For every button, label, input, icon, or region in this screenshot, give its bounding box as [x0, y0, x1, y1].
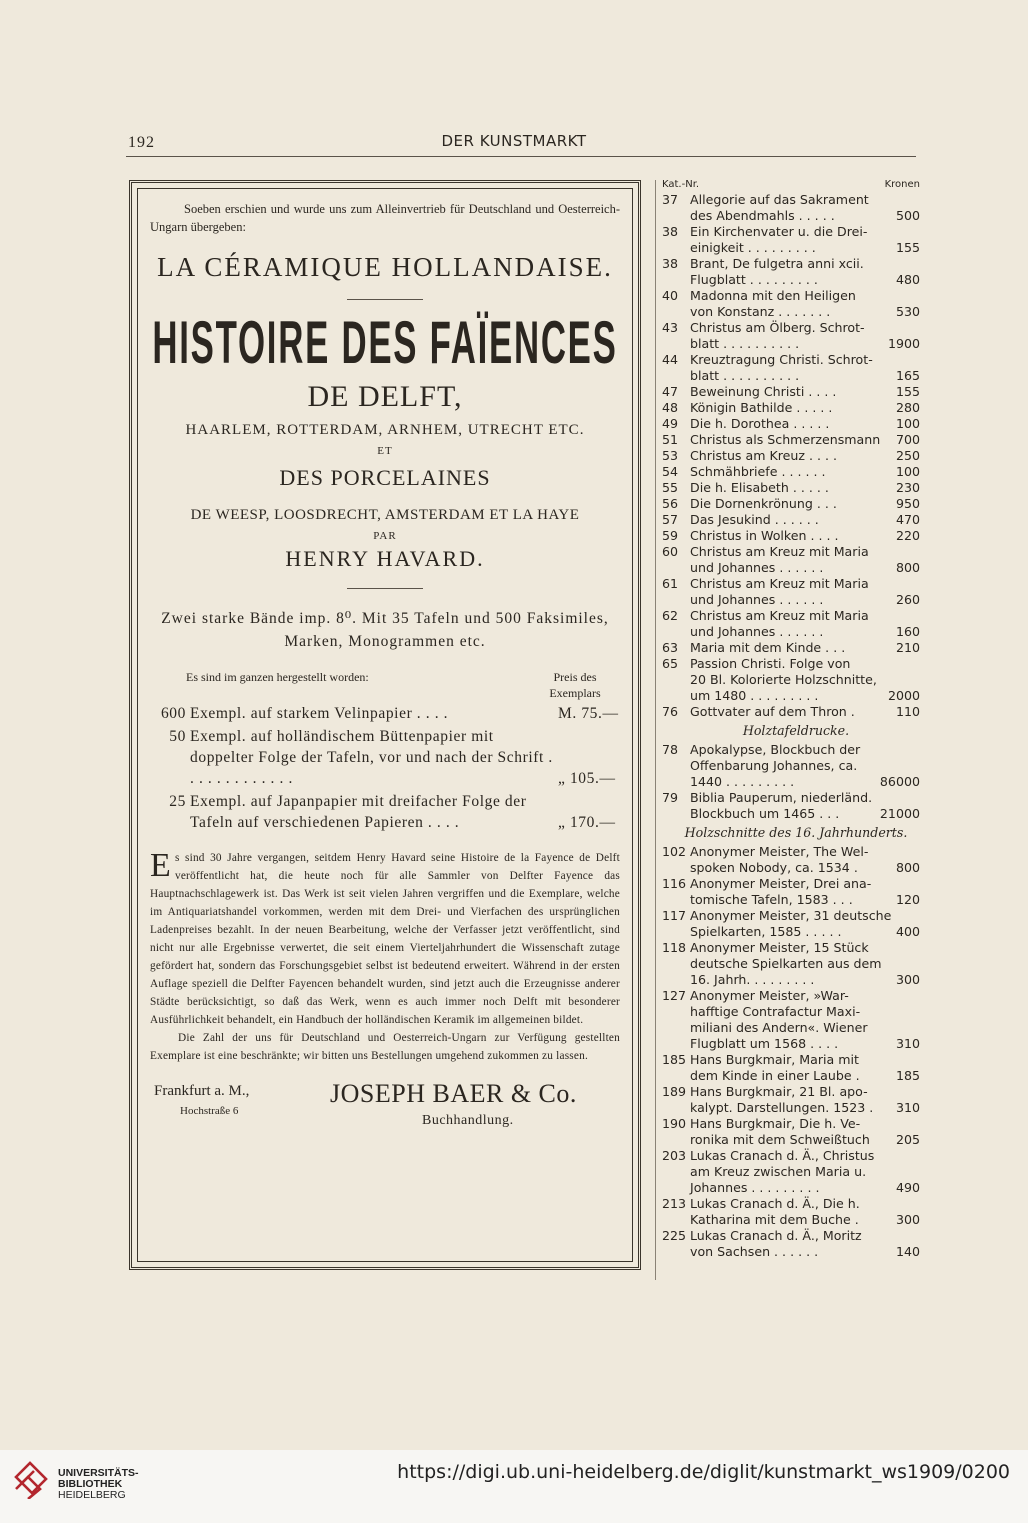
catalog-last-line — [690, 416, 920, 432]
catalog-last-line — [690, 1036, 920, 1052]
catalog-entry — [662, 352, 920, 384]
catalog-entry — [662, 656, 920, 704]
drop-cap: E — [150, 847, 171, 884]
edition-price: „ 170.— — [558, 814, 616, 831]
catalog-number: 54 — [662, 464, 679, 479]
catalog-entry — [662, 908, 920, 940]
catalog-price: 165 — [895, 368, 920, 383]
catalog-line: Anonymer Meister, 15 Stück — [690, 940, 869, 955]
library-line-2: BIBLIOTHEK — [58, 1478, 123, 1490]
catalog-price: 500 — [895, 208, 920, 223]
catalog-line: Hans Burgkmair, Maria mit — [690, 1052, 859, 1067]
catalog-entry — [662, 608, 920, 640]
catalog-number: 117 — [662, 908, 687, 923]
catalog-description — [690, 352, 920, 384]
ad-body-text: s sind 30 Jahre vergangen, seitdem Henry Havard seine Histoire de la Fayence de Delft veröffentlicht hat, die heute noch für alle Sammler von Delfter Fayence das Hauptnachschlagewerk ist. Das Werk ist seit vielen Jahren vergriffen und die Exemplare, welche im Antiquariatshandel vorkommen, werden mit dem Drei- und Vierfachen des ursprünglichen Ladenpreises bezahlt. In der neuen Bearbeitung, welche der Verfasser jetzt veröffentlicht, sind nicht nur alle Ergebnisse verwertet, die seit einem Vierteljahrhundert die Wissenschaft zutage gefördert hat, sondern das Forschungsgebiet selbst ist bedeutend erweitert. Während in der ersten Auflage speziell die Delfter Fayencen behandelt wurden, sind jetzt auch die Erzeugnisse anderer Städte berücksichtigt, so daß das Werk, wenn es auch immer noch Delft mit besonderer Ausführlichkeit behandelt, ein Handbuch der holländischen Keramik im allgemeinen bildet. — [150, 852, 620, 1026]
catalog-entry — [662, 544, 920, 576]
edition-description: Exempl. auf Japanpapier mit dreifacher Folge der Tafeln auf verschiedenen Papieren . . . . — [190, 793, 527, 831]
catalog-last-line — [690, 592, 920, 608]
catalog-line: 1440 . . . . . . . . . — [690, 774, 795, 789]
catalog-price: 160 — [895, 624, 920, 639]
catalog-last-line — [690, 640, 920, 656]
catalog-last-line — [690, 368, 920, 384]
catalog-price: 100 — [895, 416, 920, 431]
catalog-number: 213 — [662, 1196, 687, 1211]
catalog-description — [690, 608, 920, 640]
ad-title-delft: DE DELFT, — [307, 380, 463, 413]
catalog-price: 210 — [895, 640, 920, 655]
catalog-line: 16. Jahrh. . . . . . . . . — [690, 972, 815, 987]
catalog-description — [690, 1116, 920, 1148]
catalog-line: hafftige Contrafactur Maxi- — [690, 1004, 861, 1019]
catalog-number: 38 — [662, 256, 679, 271]
catalog-line: Flugblatt um 1568 . . . . — [690, 1036, 839, 1051]
catalog-line: Die Dornenkrönung . . . — [690, 496, 837, 511]
catalog-column — [662, 179, 920, 1260]
catalog-line: Hans Burgkmair, 21 Bl. apo- — [690, 1084, 868, 1099]
catalog-description — [690, 320, 920, 352]
edition-row — [150, 703, 620, 724]
catalog-line: Lukas Cranach d. Ä., Die h. — [690, 1196, 860, 1211]
catalog-last-line — [690, 560, 920, 576]
catalog-entry — [662, 528, 920, 544]
edition-row — [150, 791, 620, 833]
catalog-description — [690, 742, 920, 790]
catalog-last-line — [690, 774, 920, 790]
catalog-description — [690, 432, 920, 448]
catalog-entry — [662, 224, 920, 256]
catalog-price: 220 — [895, 528, 920, 543]
catalog-description — [690, 448, 920, 464]
catalog-description — [690, 940, 920, 988]
catalog-last-line — [690, 528, 920, 544]
catalog-line: Lukas Cranach d. Ä., Christus — [690, 1148, 875, 1163]
catalog-line: Christus am Kreuz mit Maria — [690, 544, 869, 559]
catalog-number: 65 — [662, 656, 679, 671]
catalog-line: Die h. Elisabeth . . . . . — [690, 480, 829, 495]
catalog-last-line — [690, 1068, 920, 1084]
catalog-list — [662, 844, 920, 1260]
catalog-last-line — [690, 688, 920, 704]
catalog-number: 189 — [662, 1084, 687, 1099]
catalog-description — [690, 496, 920, 512]
catalog-line: Ein Kirchenvater u. die Drei- — [690, 224, 868, 239]
catalog-number: 44 — [662, 352, 679, 367]
produced-label: Es sind im ganzen hergestellt worden: — [186, 670, 369, 684]
catalog-line: Blockbuch um 1465 . . . — [690, 806, 840, 821]
catalog-description — [690, 416, 920, 432]
catalog-last-line — [690, 806, 920, 822]
catalog-number: 55 — [662, 480, 679, 495]
catalog-last-line — [690, 704, 920, 720]
catalog-price: 260 — [895, 592, 920, 607]
catalog-number-label: Kat.-Nr. — [662, 179, 700, 190]
edition-count: 600 — [160, 705, 186, 722]
catalog-number: 60 — [662, 544, 679, 559]
catalog-price: 86000 — [879, 774, 920, 789]
catalog-number: 79 — [662, 790, 679, 805]
catalog-description — [690, 1084, 920, 1116]
divider — [347, 299, 423, 300]
catalog-last-line — [690, 208, 920, 224]
edition-price: M. 75.— — [558, 705, 619, 722]
catalog-number: 203 — [662, 1148, 687, 1163]
catalog-description — [690, 640, 920, 656]
catalog-description — [690, 480, 920, 496]
ad-firm-type: Buchhandlung. — [422, 1113, 514, 1128]
catalog-line: Flugblatt . . . . . . . . . — [690, 272, 818, 287]
catalog-number: 61 — [662, 576, 679, 591]
catalog-description — [690, 908, 920, 940]
catalog-price: 250 — [895, 448, 920, 463]
catalog-line: Anonymer Meister, The Wel- — [690, 844, 869, 859]
catalog-last-line — [690, 496, 920, 512]
catalog-number: 59 — [662, 528, 679, 543]
catalog-price: 100 — [895, 464, 920, 479]
catalog-line: Die h. Dorothea . . . . . — [690, 416, 830, 431]
catalog-entry — [662, 742, 920, 790]
ad-body-2: Die Zahl der uns für Deutschland und Oesterreich-Ungarn zur Verfügung gestellten Exemplare ist eine beschränkte; wir bitten uns Bestellungen umgehend zukommen zu lassen. — [150, 1032, 620, 1062]
catalog-price: 310 — [895, 1100, 920, 1115]
catalog-last-line — [690, 304, 920, 320]
catalog-entry — [662, 1084, 920, 1116]
catalog-number: 127 — [662, 988, 687, 1003]
catalog-description — [690, 790, 920, 822]
catalog-entry — [662, 320, 920, 352]
catalog-number: 62 — [662, 608, 679, 623]
catalog-last-line — [690, 400, 920, 416]
catalog-price: 400 — [895, 924, 920, 939]
catalog-last-line — [690, 1212, 920, 1228]
catalog-price: 800 — [895, 560, 920, 575]
ad-title-histoire: HISTOIRE DES FAÏENCES — [152, 309, 618, 376]
catalog-entry — [662, 464, 920, 480]
catalog-number: 37 — [662, 192, 679, 207]
catalog-description — [690, 844, 920, 876]
catalog-line: Anonymer Meister, Drei ana- — [690, 876, 872, 891]
catalog-description — [690, 400, 920, 416]
permalink-url[interactable]: https://digi.ub.uni-heidelberg.de/diglit/kunstmarkt_ws1909/0200 — [397, 1461, 1010, 1483]
catalog-line: spoken Nobody, ca. 1534 . — [690, 860, 858, 875]
edition-list — [150, 703, 620, 833]
catalog-line: Kreuztragung Christi. Schrot- — [690, 352, 873, 367]
catalog-line: am Kreuz zwischen Maria u. — [690, 1164, 867, 1179]
catalog-price: 700 — [895, 432, 920, 447]
catalog-description — [690, 876, 920, 908]
catalog-line: Christus am Kreuz . . . . — [690, 448, 838, 463]
catalog-line: blatt . . . . . . . . . . — [690, 368, 800, 383]
catalog-description — [690, 464, 920, 480]
catalog-last-line — [690, 464, 920, 480]
catalog-entry — [662, 512, 920, 528]
catalog-line: Biblia Pauperum, niederländ. — [690, 790, 873, 805]
divider — [347, 588, 423, 589]
ad-title-porcelaines: DES PORCELAINES — [279, 465, 491, 490]
catalog-description — [690, 704, 920, 720]
catalog-last-line — [690, 1100, 920, 1116]
catalog-entry — [662, 1052, 920, 1084]
ad-street: Hochstraße 6 — [180, 1105, 239, 1117]
catalog-price: 1900 — [887, 336, 920, 351]
catalog-number: 118 — [662, 940, 687, 955]
catalog-number: 116 — [662, 876, 687, 891]
catalog-price: 120 — [895, 892, 920, 907]
catalog-line: Madonna mit den Heiligen — [690, 288, 856, 303]
catalog-description — [690, 288, 920, 320]
catalog-price: 300 — [895, 972, 920, 987]
catalog-entry — [662, 496, 920, 512]
catalog-line: Christus am Kreuz mit Maria — [690, 608, 869, 623]
catalog-price: 205 — [895, 1132, 920, 1147]
catalog-line: und Johannes . . . . . . — [690, 592, 824, 607]
catalog-entry — [662, 704, 920, 720]
ad-body — [150, 849, 620, 1029]
catalog-line: Maria mit dem Kinde . . . — [690, 640, 846, 655]
ad-city: Frankfurt a. M., — [154, 1083, 250, 1099]
catalog-line: deutsche Spielkarten aus dem — [690, 956, 882, 971]
section-heading: Holzschnitte des 16. Jahrhunderts. — [684, 825, 908, 840]
catalog-price: 155 — [895, 384, 920, 399]
catalog-line: und Johannes . . . . . . — [690, 560, 824, 575]
catalog-line: einigkeit . . . . . . . . . — [690, 240, 816, 255]
catalog-number: 40 — [662, 288, 679, 303]
catalog-line: Christus am Kreuz mit Maria — [690, 576, 869, 591]
catalog-line: Schmähbriefe . . . . . . — [690, 464, 826, 479]
catalog-line: Anonymer Meister, »War- — [690, 988, 849, 1003]
catalog-last-line — [690, 892, 920, 908]
catalog-line: Katharina mit dem Buche . — [690, 1212, 859, 1227]
ad-title-ceramique: LA CÉRAMIQUE HOLLANDAISE. — [157, 252, 613, 282]
column-rule — [655, 180, 656, 1280]
catalog-number: 51 — [662, 432, 679, 447]
catalog-number: 47 — [662, 384, 679, 399]
catalog-description — [690, 512, 920, 528]
catalog-description — [690, 192, 920, 224]
library-line-3: HEIDELBERG — [58, 1489, 126, 1501]
catalog-line: von Sachsen . . . . . . — [690, 1244, 819, 1259]
header-rule — [126, 156, 916, 157]
catalog-line: Offenbarung Johannes, ca. — [690, 758, 858, 773]
catalog-description — [690, 528, 920, 544]
catalog-description — [690, 576, 920, 608]
catalog-price: 310 — [895, 1036, 920, 1051]
catalog-last-line — [690, 1180, 920, 1196]
catalog-price-label: Kronen — [884, 179, 920, 190]
edition-row — [150, 726, 620, 789]
catalog-line: ronika mit dem Schweißtuch — [690, 1132, 870, 1147]
library-line-1: UNIVERSITÄTS- — [58, 1467, 139, 1479]
catalog-number: 63 — [662, 640, 679, 655]
catalog-description — [690, 988, 920, 1052]
page-number: 192 — [128, 134, 155, 151]
catalog-line: blatt . . . . . . . . . . — [690, 336, 800, 351]
catalog-number: 102 — [662, 844, 687, 859]
catalog-entry — [662, 790, 920, 822]
catalog-price: 140 — [895, 1244, 920, 1259]
catalog-line: Brant, De fulgetra anni xcii. — [690, 256, 864, 271]
catalog-line: Christus in Wolken . . . . — [690, 528, 839, 543]
catalog-line: von Konstanz . . . . . . . — [690, 304, 831, 319]
catalog-price: 490 — [895, 1180, 920, 1195]
ad-volumes: Zwei starke Bände imp. 8⁰. Mit 35 Tafeln und 500 Faksimiles, Marken, Monogrammen etc. — [161, 610, 609, 650]
catalog-number: 49 — [662, 416, 679, 431]
catalog-line: Hans Burgkmair, Die h. Ve- — [690, 1116, 861, 1131]
catalog-last-line — [690, 1244, 920, 1260]
catalog-entry — [662, 1148, 920, 1196]
catalog-entry — [662, 288, 920, 320]
catalog-price: 280 — [895, 400, 920, 415]
catalog-price: 155 — [895, 240, 920, 255]
catalog-description — [690, 544, 920, 576]
catalog-description — [690, 656, 920, 704]
library-name[interactable] — [58, 1468, 139, 1501]
catalog-number: 190 — [662, 1116, 687, 1131]
catalog-line: tomische Tafeln, 1583 . . . — [690, 892, 853, 907]
catalog-description — [690, 256, 920, 288]
catalog-price: 480 — [895, 272, 920, 287]
catalog-price: 800 — [895, 860, 920, 875]
edition-description: Exempl. auf starkem Velinpapier . . . . — [190, 705, 449, 722]
catalog-entry — [662, 432, 920, 448]
edition-header — [150, 669, 620, 701]
ad-cities-2: DE WEESP, LOOSDRECHT, AMSTERDAM ET LA HAYE — [190, 507, 580, 523]
ad-footer — [150, 1079, 620, 1145]
catalog-number: 53 — [662, 448, 679, 463]
catalog-line: Königin Bathilde . . . . . — [690, 400, 833, 415]
ad-intro: Soeben erschien und wurde uns zum Alleinvertrieb für Deutschland und Oesterreich-Ungarn übergeben: — [150, 202, 620, 234]
catalog-entry — [662, 448, 920, 464]
catalog-number: 78 — [662, 742, 679, 757]
catalog-line: Spielkarten, 1585 . . . . . — [690, 924, 842, 939]
catalog-entry — [662, 400, 920, 416]
catalog-entry — [662, 1228, 920, 1260]
catalog-last-line — [690, 624, 920, 640]
edition-count: 25 — [169, 793, 186, 810]
catalog-price: 470 — [895, 512, 920, 527]
catalog-price: 300 — [895, 1212, 920, 1227]
catalog-line: 20 Bl. Kolorierte Holzschnitte, — [690, 672, 877, 687]
catalog-number: 225 — [662, 1228, 687, 1243]
catalog-last-line — [690, 336, 920, 352]
catalog-line: dem Kinde in einer Laube . — [690, 1068, 860, 1083]
edition-price: „ 105.— — [558, 770, 616, 787]
edition-count: 50 — [169, 728, 186, 745]
catalog-entry — [662, 416, 920, 432]
catalog-description — [690, 384, 920, 400]
catalog-price: 2000 — [887, 688, 920, 703]
catalog-number: 76 — [662, 704, 679, 719]
ad-cities: HAARLEM, ROTTERDAM, ARNHEM, UTRECHT ETC. — [185, 422, 585, 438]
running-head: DER KUNSTMARKT — [441, 132, 587, 150]
ad-et: ET — [377, 445, 393, 457]
library-logo-icon[interactable] — [12, 1459, 50, 1499]
catalog-line: des Abendmahls . . . . . — [690, 208, 835, 223]
catalog-last-line — [690, 240, 920, 256]
catalog-entry — [662, 576, 920, 608]
catalog-last-line — [690, 272, 920, 288]
catalog-price: 21000 — [879, 806, 920, 821]
catalog-line: Allegorie auf das Sakrament — [690, 192, 869, 207]
catalog-line: miliani des Andern«. Wiener — [690, 1020, 868, 1035]
catalog-last-line — [690, 384, 920, 400]
catalog-line: kalypt. Darstellungen. 1523 . — [690, 1100, 874, 1115]
catalog-number: 38 — [662, 224, 679, 239]
catalog-line: und Johannes . . . . . . — [690, 624, 824, 639]
catalog-number: 56 — [662, 496, 679, 511]
catalog-line: Das Jesukind . . . . . . — [690, 512, 819, 527]
catalog-description — [690, 1196, 920, 1228]
advertisement — [150, 200, 620, 1145]
catalog-number: 48 — [662, 400, 679, 415]
catalog-number: 43 — [662, 320, 679, 335]
catalog-line: um 1480 . . . . . . . . . — [690, 688, 819, 703]
catalog-line: Beweinung Christi . . . . — [690, 384, 837, 399]
edition-description: Exempl. auf holländischem Büttenpapier mit doppelter Folge der Tafeln, vor und nach der Schrift . . . . . . . . . . . . . — [190, 728, 553, 787]
catalog-line: Lukas Cranach d. Ä., Moritz — [690, 1228, 862, 1243]
catalog-entry — [662, 1196, 920, 1228]
catalog-line: Anonymer Meister, 31 deutsche — [690, 908, 892, 923]
catalog-entry — [662, 940, 920, 988]
catalog-entry — [662, 876, 920, 908]
catalog-last-line — [690, 1132, 920, 1148]
catalog-header — [662, 179, 920, 191]
catalog-line: Passion Christi. Folge von — [690, 656, 851, 671]
catalog-price: 950 — [895, 496, 920, 511]
catalog-last-line — [690, 924, 920, 940]
section-heading: Holztafeldrucke. — [742, 723, 850, 738]
catalog-description — [690, 1228, 920, 1260]
catalog-entry — [662, 844, 920, 876]
catalog-entry — [662, 256, 920, 288]
catalog-price: 230 — [895, 480, 920, 495]
catalog-entry — [662, 480, 920, 496]
catalog-line: Gottvater auf dem Thron . — [690, 704, 855, 719]
catalog-last-line — [690, 972, 920, 988]
catalog-price: 185 — [895, 1068, 920, 1083]
catalog-number: 185 — [662, 1052, 687, 1067]
catalog-description — [690, 1148, 920, 1196]
ad-firm: JOSEPH BAER & Co. — [330, 1079, 577, 1108]
catalog-entry — [662, 192, 920, 224]
catalog-entry — [662, 1116, 920, 1148]
catalog-line: Christus als Schmerzensmann — [690, 432, 881, 447]
catalog-list — [662, 192, 920, 720]
catalog-entry — [662, 640, 920, 656]
catalog-description — [690, 1052, 920, 1084]
catalog-entry — [662, 988, 920, 1052]
catalog-list — [662, 742, 920, 822]
ad-author: HENRY HAVARD. — [285, 546, 485, 571]
catalog-line: Johannes . . . . . . . . . — [690, 1180, 820, 1195]
catalog-description — [690, 224, 920, 256]
catalog-price: 530 — [895, 304, 920, 319]
catalog-line: Christus am Ölberg. Schrot- — [690, 320, 865, 335]
catalog-number: 57 — [662, 512, 679, 527]
catalog-last-line — [690, 512, 920, 528]
catalog-entry — [662, 384, 920, 400]
catalog-last-line — [690, 860, 920, 876]
catalog-last-line — [690, 480, 920, 496]
ad-par: PAR — [373, 530, 397, 542]
catalog-last-line — [690, 432, 920, 448]
catalog-line: Apokalypse, Blockbuch der — [690, 742, 861, 757]
catalog-last-line — [690, 448, 920, 464]
price-label: Preis des Exemplars — [549, 670, 601, 700]
catalog-price: 110 — [895, 704, 920, 719]
